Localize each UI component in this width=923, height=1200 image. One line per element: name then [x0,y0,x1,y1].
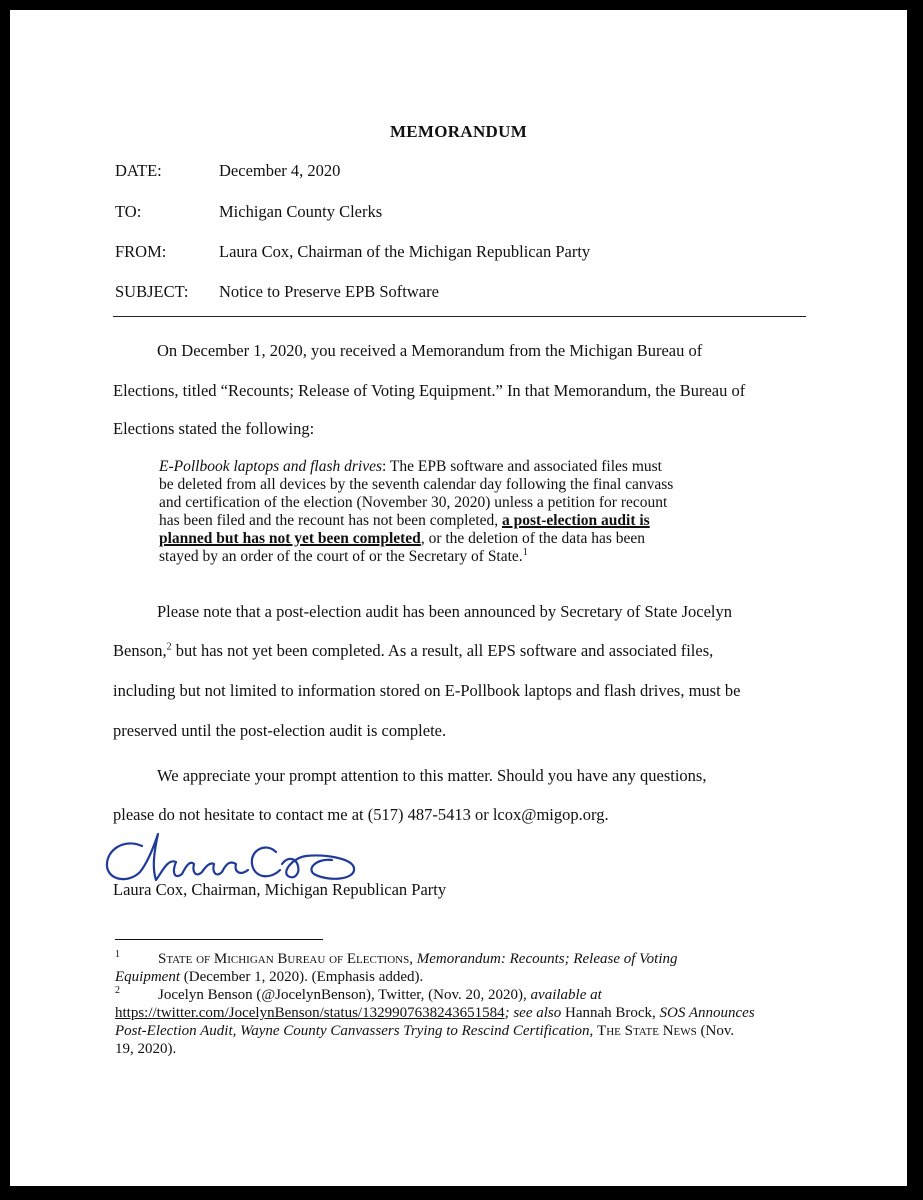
footnote-ref-1: 1 [522,546,528,558]
signature-block: Laura Cox, Chairman, Michigan Republican Party [113,880,447,899]
date-value: December 4, 2020 [219,161,341,180]
quote-line5: planned but has not yet been completed, or the deletion of the data has been [159,530,646,547]
memo-page [10,10,907,1186]
tweet-link[interactable]: https://twitter.com/JocelynBenson/status/1329907638243651584 [115,1005,505,1021]
para1-line1: On December 1, 2020, you received a Memorandum from the Michigan Bureau of [157,341,703,360]
para3-line1: We appreciate your prompt attention to this matter. Should you have any questions, [157,766,707,785]
footnote-2-line3: Post-Election Audit, Wayne County Canvassers Trying to Rescind Certification, The State News (Nov. [115,1023,735,1039]
quote-line1: E-Pollbook laptops and flash drives: The EPB software and associated files must [159,458,662,475]
memo-title: MEMORANDUM [389,122,528,141]
header-divider [113,316,806,317]
para1-line2: Elections, titled “Recounts; Release of Voting Equipment.” In that Memorandum, the Bureau of [113,381,746,400]
footnote-1-line2: Equipment (December 1, 2020). (Emphasis added). [115,969,424,985]
para2-line3: including but not limited to information stored on E-Pollbook laptops and flash drives, must be [113,681,741,700]
footnote-1-line1: $^1$ State of Michigan Bureau of Elections, Memorandum: Recounts; Release of Voting [115,949,678,967]
emphasis-text: a post-election audit is [502,512,650,529]
date-label: DATE: [115,161,162,180]
subject-label: SUBJECT: [115,282,189,301]
emphasis-text-cont: planned but has not yet been completed [159,530,421,547]
para2-line1: Please note that a post-election audit has been announced by Secretary of State Jocelyn [157,602,733,621]
footnote-2-line1: $^2$ Jocelyn Benson (@JocelynBenson), Twitter, (Nov. 20, 2020), available at [115,985,602,1003]
para1-line3: Elections stated the following: [113,419,315,438]
quote-line3: and certification of the election (November 30, 2020) unless a petition for recount [159,494,668,511]
footnote-1-num: 1 [115,949,120,960]
footnote-2-line2: https://twitter.com/JocelynBenson/status/1329907638243651584; see also Hannah Brock, SOS Announces [115,1005,755,1021]
to-value: Michigan County Clerks [219,202,383,221]
from-label: FROM: [115,242,167,261]
footnote-2-line4: 19, 2020). [115,1041,177,1057]
quote-line4: has been filed and the recount has not been completed, a post-election audit is [159,512,650,529]
para2-line4: preserved until the post-election audit is complete. [113,721,447,740]
footnote-divider [115,939,323,940]
from-value: Laura Cox, Chairman of the Michigan Republican Party [219,242,591,261]
quote-lead: E-Pollbook laptops and flash drives [159,458,383,475]
to-label: TO: [115,202,142,221]
footnote-2-num: 2 [115,985,120,996]
para3-line2: please do not hesitate to contact me at (517) 487-5413 or lcox@migop.org. [113,805,609,824]
subject-value: Notice to Preserve EPB Software [219,282,439,301]
para2-line2: Benson,$^2$ but has not yet been completed. As a result, all EPS software and associated files, [113,641,714,660]
footnote-ref-2: 2 [166,641,172,653]
quote-line6: stayed by an order of the court of or the Secretary of State.$^1$ [159,546,528,565]
quote-line2: be deleted from all devices by the seventh calendar day following the final canvass [159,476,674,493]
